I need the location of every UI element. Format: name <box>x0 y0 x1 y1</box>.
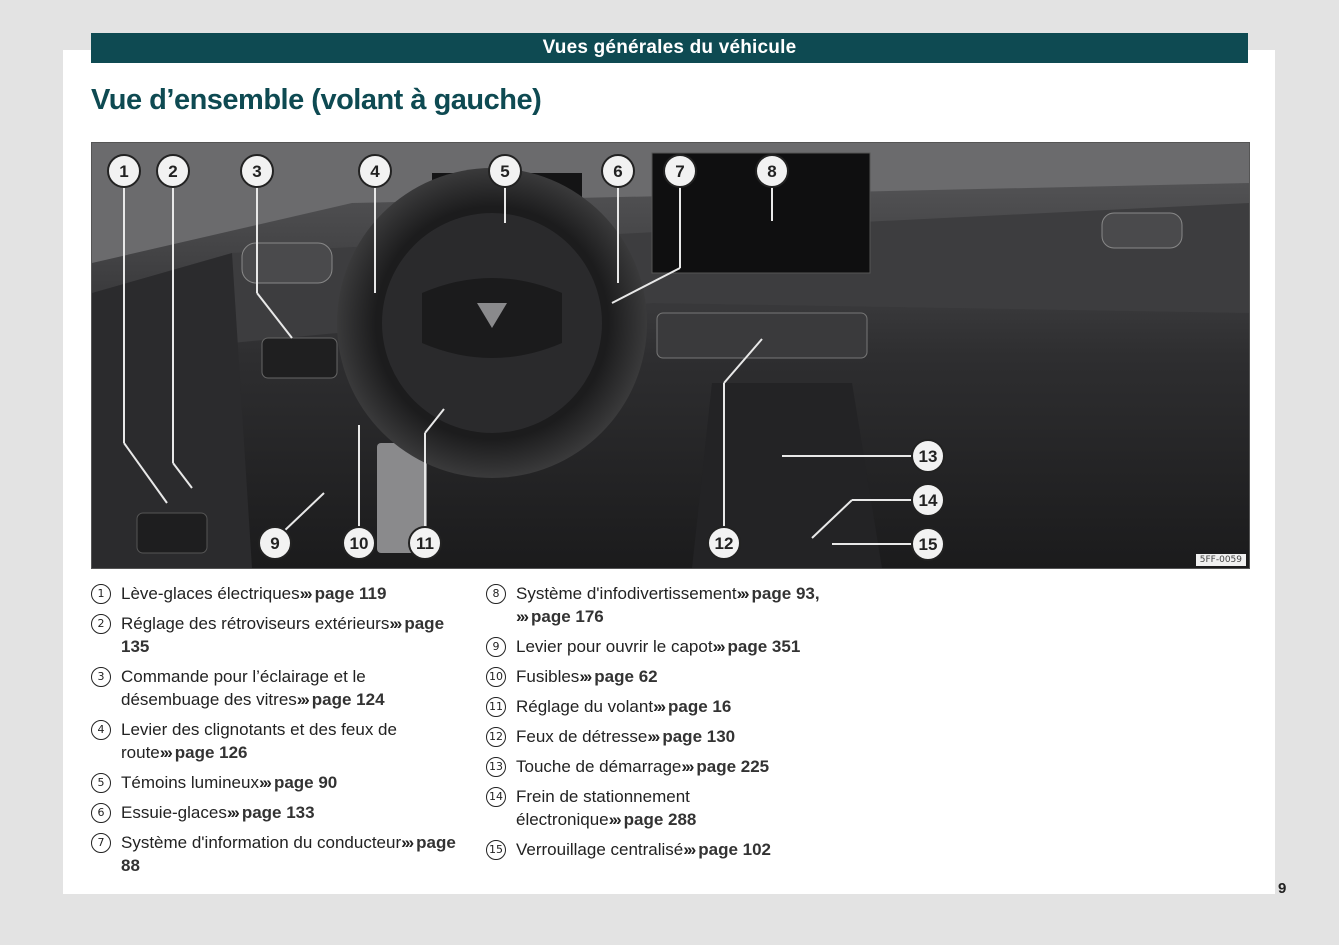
page-reference-link[interactable]: page 90 <box>273 773 338 792</box>
dashboard-illustration <box>91 142 1250 569</box>
callout-number: 10 <box>349 534 369 553</box>
legend-left-column <box>91 582 461 884</box>
legend-label: Feux de détresse <box>516 727 648 746</box>
legend-label: Lève-glaces électriques <box>121 584 300 603</box>
callout-marker <box>489 155 521 187</box>
callout-marker <box>912 440 944 472</box>
legend-number-badge: 4 <box>91 720 111 740</box>
callout-number: 15 <box>918 535 938 554</box>
legend-label: Système d'information du conducteur <box>121 833 402 852</box>
legend-item <box>91 582 461 605</box>
cross-reference-arrows: ››› <box>226 803 238 822</box>
cross-reference-arrows: ››› <box>712 637 724 656</box>
page-reference-link[interactable]: page 88 <box>121 833 456 875</box>
legend-label: Réglage du volant <box>516 697 654 716</box>
page-reference-link[interactable]: page 102 <box>698 840 772 859</box>
callout-marker <box>157 155 189 187</box>
cross-reference-arrows: ››› <box>653 697 665 716</box>
legend-item <box>91 612 461 658</box>
legend-item <box>91 801 461 824</box>
cross-reference-arrows: ››› <box>608 810 620 829</box>
callout-number: 13 <box>918 447 938 466</box>
cross-reference-arrows: ››› <box>579 667 591 686</box>
legend-label: Touche de démarrage <box>516 757 682 776</box>
legend-number-badge: 5 <box>91 773 111 793</box>
right-air-vent <box>1102 213 1182 248</box>
legend-item <box>486 582 836 628</box>
legend-label: Fusibles <box>516 667 580 686</box>
callout-number: 1 <box>119 162 129 181</box>
dashboard-drawing <box>92 143 1249 568</box>
legend-label: Système d'infodivertissement <box>516 584 737 603</box>
page-reference-link[interactable]: page 124 <box>311 690 385 709</box>
cross-reference-arrows: ››› <box>258 773 270 792</box>
callout-number: 5 <box>500 162 510 181</box>
callout-number: 8 <box>767 162 777 181</box>
legend-number-badge: 15 <box>486 840 506 860</box>
legend-number-badge: 12 <box>486 727 506 747</box>
light-control-panel <box>262 338 337 378</box>
cross-reference-arrows: ››› <box>683 840 695 859</box>
page-reference-link[interactable]: page 133 <box>241 803 315 822</box>
callout-number: 14 <box>918 491 938 510</box>
legend-number-badge: 2 <box>91 614 111 634</box>
page-reference-link[interactable]: page 16 <box>668 697 732 716</box>
cross-reference-arrows: ››› <box>296 690 308 709</box>
callout-marker <box>359 155 391 187</box>
legend-number-badge: 7 <box>91 833 111 853</box>
legend-item <box>91 771 461 794</box>
callout-marker <box>602 155 634 187</box>
legend-number-badge: 8 <box>486 584 506 604</box>
page-reference-link[interactable]: page 351 <box>727 637 801 656</box>
callout-number: 6 <box>613 162 623 181</box>
callout-marker <box>343 527 375 559</box>
window-switch-panel <box>137 513 207 553</box>
cross-reference-arrows: ››› <box>401 833 413 852</box>
callout-marker <box>756 155 788 187</box>
callout-number: 11 <box>416 534 434 553</box>
legend-label: Essuie-glaces <box>121 803 227 822</box>
cross-reference-arrows: ››› <box>159 743 171 762</box>
legend-item <box>486 695 836 718</box>
legend-item <box>486 665 836 688</box>
legend-number-badge: 14 <box>486 787 506 807</box>
callout-number: 2 <box>168 162 178 181</box>
legend-label: Frein de stationnement électronique <box>516 787 690 829</box>
cross-reference-arrows: ››› <box>299 584 311 603</box>
callout-marker <box>912 484 944 516</box>
legend-item <box>91 665 461 711</box>
cross-reference-arrows: ››› <box>681 757 693 776</box>
legend-item <box>486 838 836 861</box>
legend-label: Commande pour l’éclairage et le désembuage des vitres <box>121 667 366 709</box>
callout-marker <box>664 155 696 187</box>
callout-marker <box>241 155 273 187</box>
callout-marker <box>409 527 441 559</box>
callout-number: 12 <box>714 534 734 553</box>
legend-number-badge: 10 <box>486 667 506 687</box>
page-reference-link[interactable]: page 176 <box>530 607 604 626</box>
page-reference-link[interactable]: page 135 <box>121 614 445 656</box>
callout-number: 9 <box>270 534 280 553</box>
legend-label: Verrouillage centralisé <box>516 840 684 859</box>
figure-code: 5FF-0059 <box>1196 554 1246 566</box>
callout-marker <box>708 527 740 559</box>
page-number: 9 <box>1278 880 1287 897</box>
page-reference-link[interactable]: page 130 <box>662 727 736 746</box>
callout-marker <box>912 528 944 560</box>
page-reference-link[interactable]: page 119 <box>314 584 387 603</box>
legend-item <box>486 785 836 831</box>
page-reference-link[interactable]: page 93, <box>751 584 820 603</box>
callout-marker <box>259 527 291 559</box>
legend-label: Témoins lumineux <box>121 773 259 792</box>
legend-number-badge: 9 <box>486 637 506 657</box>
legend-label: Réglage des rétroviseurs extérieurs <box>121 614 390 633</box>
page-reference-link[interactable]: page 62 <box>594 667 658 686</box>
page-reference-link[interactable]: page 126 <box>174 743 248 762</box>
legend-item <box>486 635 836 658</box>
section-header: Vues générales du véhicule <box>91 33 1248 63</box>
callout-number: 4 <box>370 162 380 181</box>
cross-reference-arrows: ››› <box>736 584 748 603</box>
legend-item <box>486 725 836 748</box>
legend-right-column <box>486 582 836 868</box>
legend-item <box>91 831 461 877</box>
legend-number-badge: 6 <box>91 803 111 823</box>
callout-number: 3 <box>252 162 262 181</box>
cross-reference-arrows: ››› <box>389 614 401 633</box>
legend-label: Levier des clignotants et des feux de route <box>121 720 397 762</box>
legend-number-badge: 13 <box>486 757 506 777</box>
callout-marker <box>108 155 140 187</box>
legend-item <box>486 755 836 778</box>
center-air-vent <box>657 313 867 358</box>
left-air-vent <box>242 243 332 283</box>
legend-number-badge: 1 <box>91 584 111 604</box>
cross-reference-arrows: ››› <box>516 607 527 626</box>
cross-reference-arrows: ››› <box>647 727 659 746</box>
legend-label: Levier pour ouvrir le capot <box>516 637 713 656</box>
legend-number-badge: 11 <box>486 697 506 717</box>
page-reference-link[interactable]: page 288 <box>623 810 697 829</box>
legend-number-badge: 3 <box>91 667 111 687</box>
page-reference-link[interactable]: page 225 <box>696 757 770 776</box>
page-title: Vue d’ensemble (volant à gauche) <box>91 84 542 116</box>
callout-number: 7 <box>675 162 685 181</box>
legend-item <box>91 718 461 764</box>
